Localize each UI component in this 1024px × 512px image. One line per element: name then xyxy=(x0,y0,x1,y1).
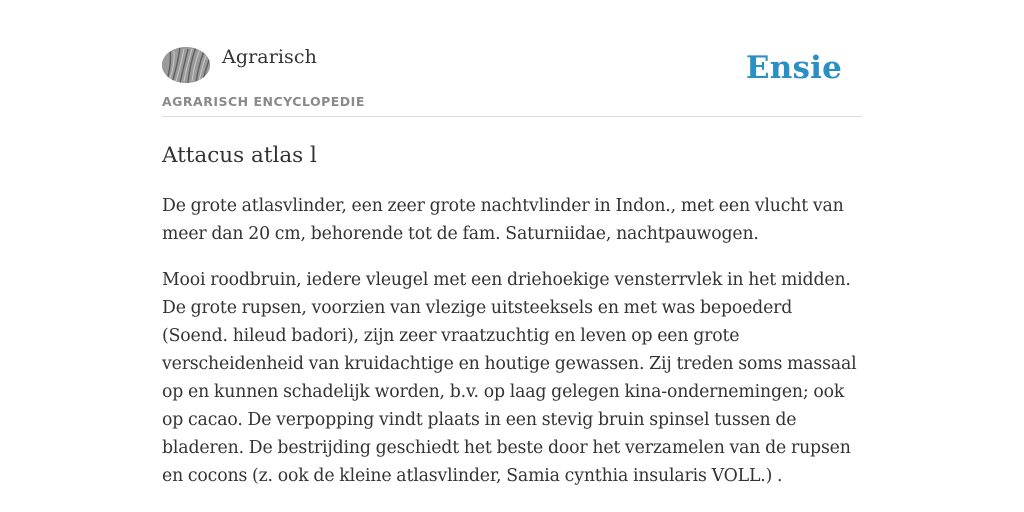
source-name[interactable]: Agrarisch xyxy=(222,46,317,68)
source-subtitle: AGRARISCH ENCYCLOPEDIE xyxy=(162,94,365,109)
header xyxy=(162,44,862,117)
brand-logo[interactable]: Ensie xyxy=(745,50,842,86)
page xyxy=(162,44,862,490)
article-title: Attacus atlas l xyxy=(162,143,317,168)
article-paragraph: De grote atlasvlinder, een zeer grote nachtvlinder in Indon., met een vlucht van meer dan 20 cm, behorende tot de fam. Saturniidae, nachtpauwogen. xyxy=(162,196,844,244)
source-avatar[interactable] xyxy=(162,47,210,83)
article-paragraph: Mooi roodbruin, iedere vleugel met een driehoekige vensterrvlek in het midden. De grote rupsen, voorzien van vlezige uitsteeksels en met was bepoederd (Soend. hileud badori), zijn zeer vraatzuchtig en leven op een grote verscheidenheid van kruidachtige en houtige gewassen. Zij treden soms massaal op en kunnen schadelijk worden, b.v. op laag gelegen kina-ondernemingen; ook op cacao. De verpopping vindt plaats in een stevig bruin spinsel tussen de bladeren. De bestrijding geschiedt het beste door het verzamelen van de rupsen en cocons (z. ook de kleine atlasvlinder, Samia cynthia insularis VOLL.) . xyxy=(162,270,857,486)
wheat-icon xyxy=(162,47,210,83)
